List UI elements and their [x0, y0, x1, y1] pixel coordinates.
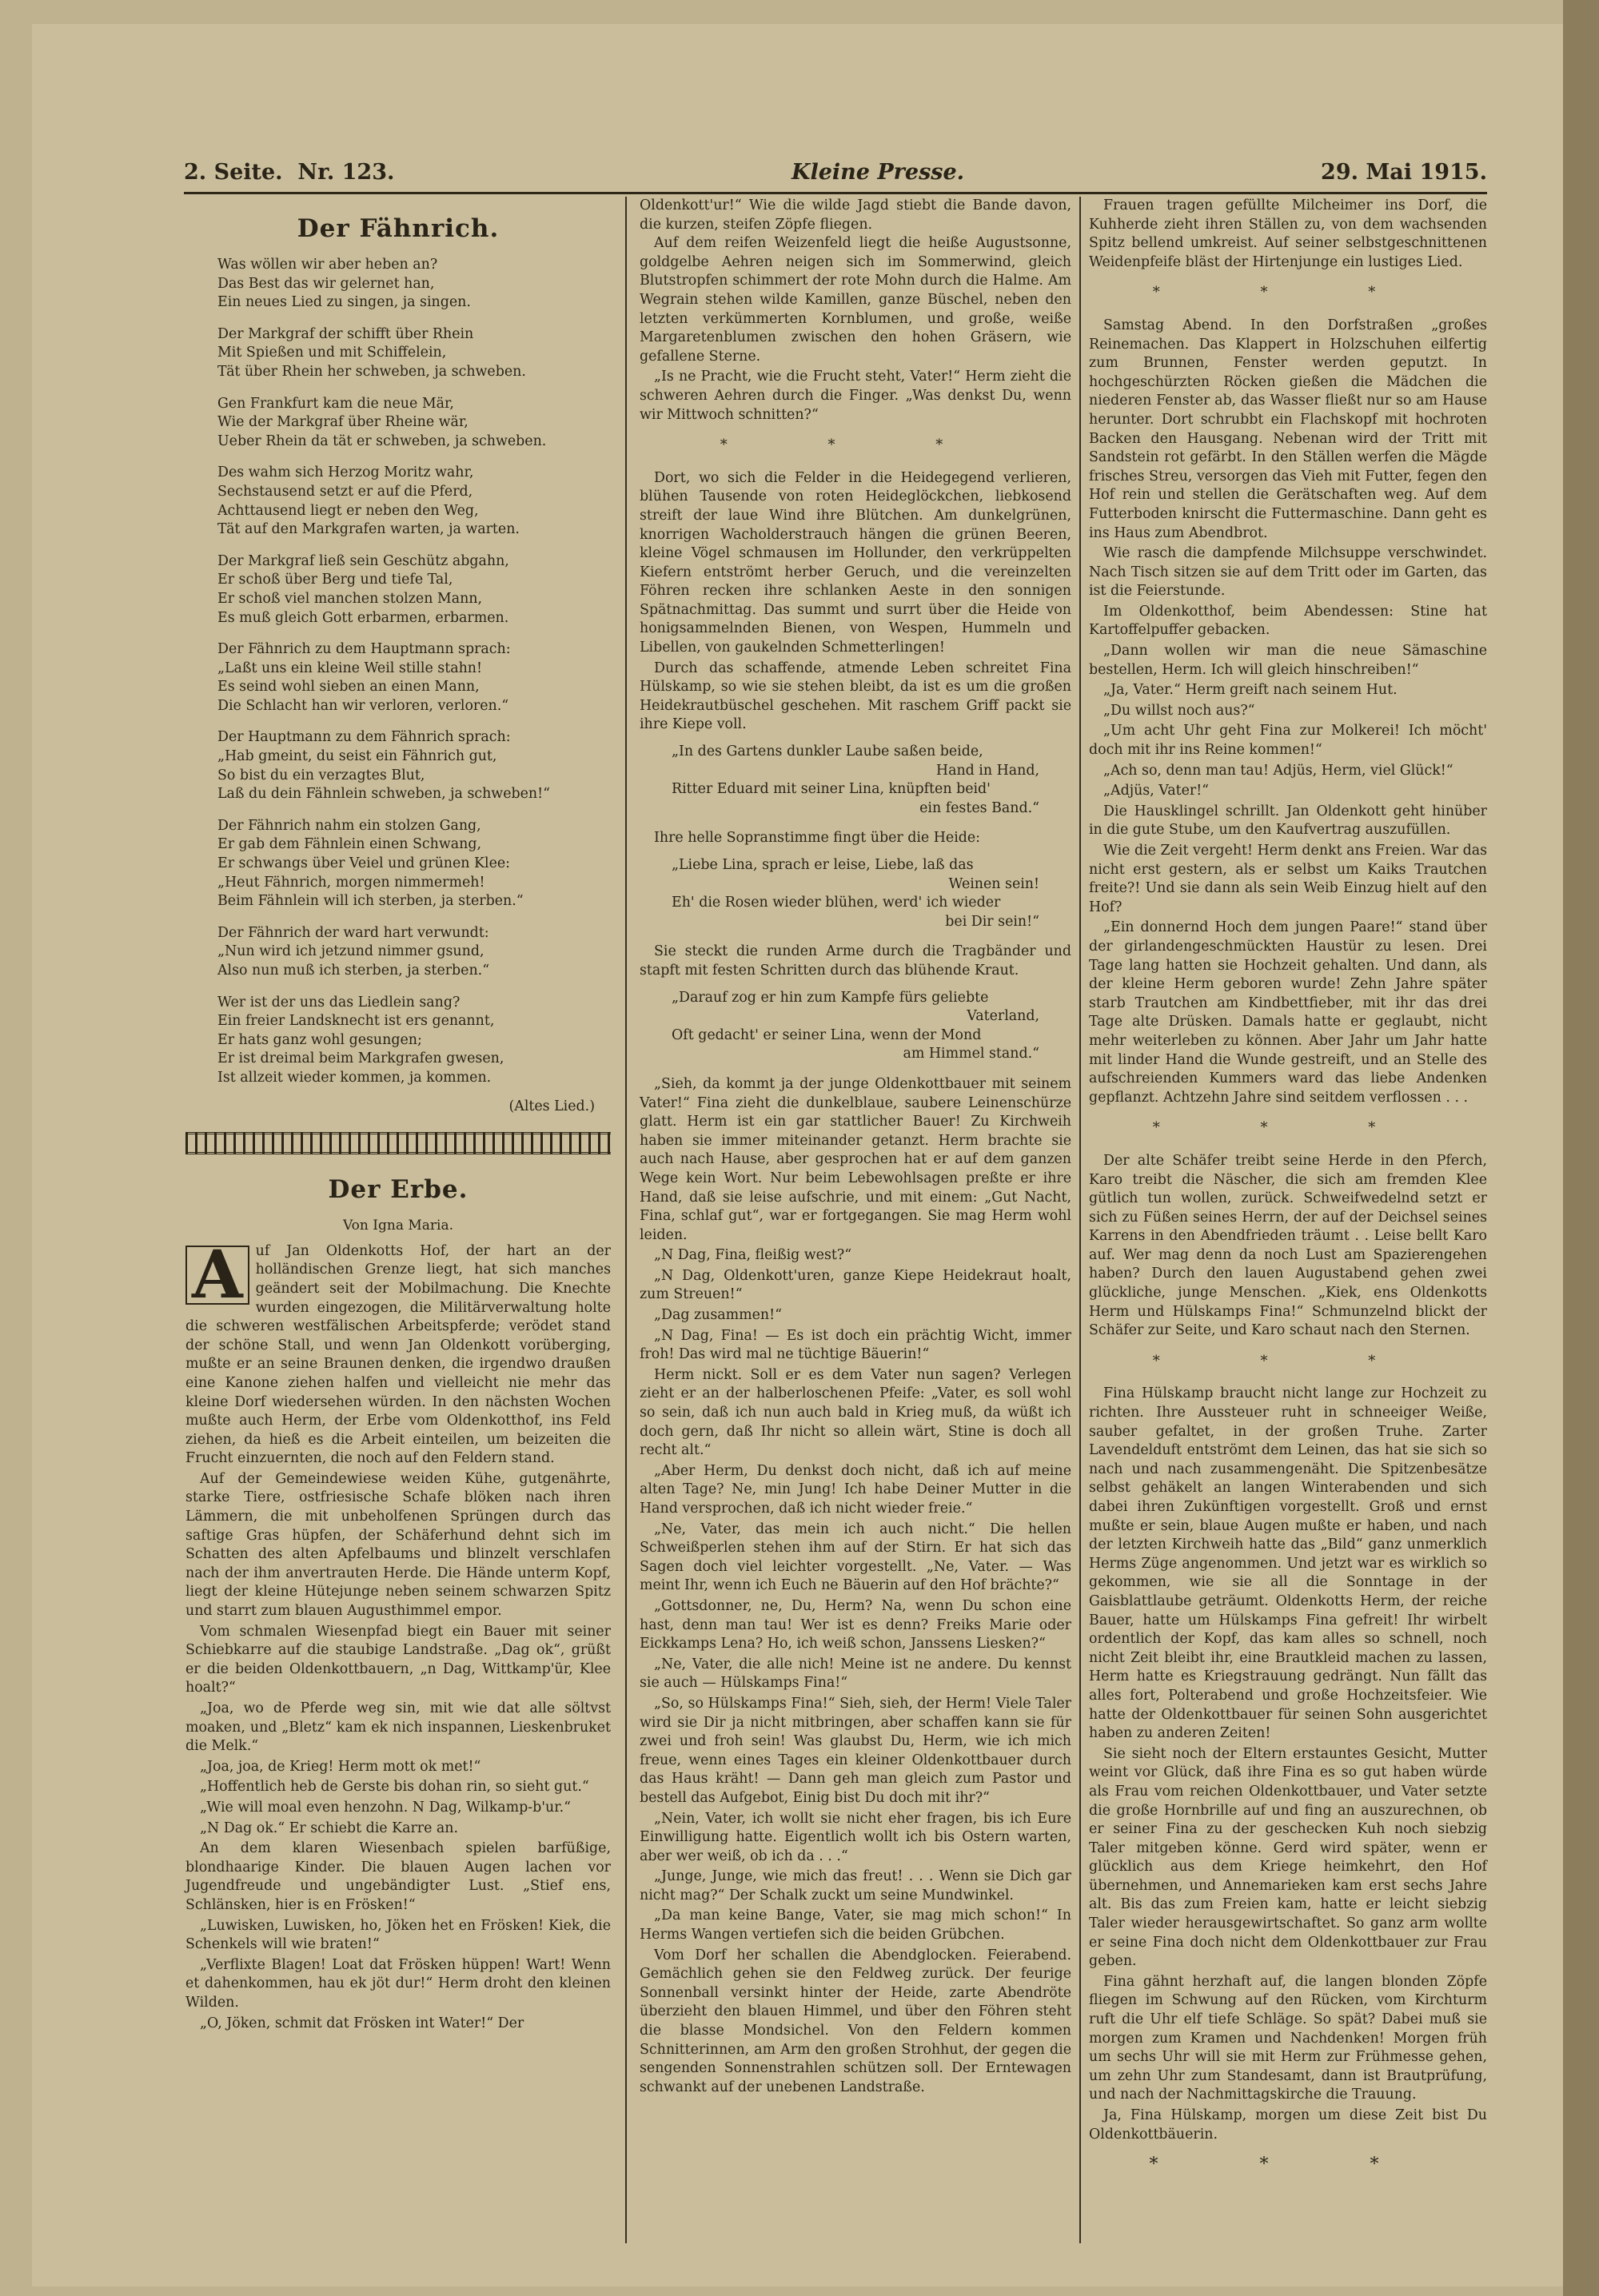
poem-line: Der Markgraf der schifft über Rhein: [217, 325, 474, 342]
story-paragraph: „Adjüs, Vater!“: [1103, 783, 1210, 799]
poem-stanza: [217, 817, 611, 911]
poem-line: Der Markgraf ließ sein Geschütz abgahn,: [217, 552, 509, 569]
story-paragraph: Auf der Gemeindewiese weiden Kühe, gutgenährte, starke Tiere, ostfriesische Schafe blöken nach ihren Lämmern, die mit unbeholfenen Sprüngen durch das saftige Gras hüpfen, der Schäferhund dehnt sich im Schatten des alten Apfelbaums und blinzelt verschlafen nach der ihm anvertrauten Herde. Die Hände unterm Kopf, liegt der kleine Hütejunge neben seinem schwarzen Spitz und starrt zum blauen Augusthimmel empor.: [185, 1470, 611, 1620]
poem-stanza: [217, 325, 611, 382]
story-paragraph: „Verflixte Blagen! Loat dat Frösken hüppen! Wart! Wenn et dahenkommen, hau ek jöt dur!“ Herm droht den kleinen Wilden.: [185, 1956, 611, 2011]
page-edge: [1563, 0, 1599, 2296]
story-paragraph: „Ein donnernd Hoch dem jungen Paare!“ stand über der girlandengeschmückten Haustür zu lesen. Drei Tage lang hatten sie Hochzeit gehalten. Und dann, als der kleine Herm geboren wurde! Zehn Jahre später starb Trautchen am Kindbettfieber, mit ihr das drei Tage alte Drüsken. Damals hatte er geglaubt, nicht mehr weiterleben zu können. Aber Jahr um Jahr hatte mit linder Hand die Wunde gestreift, und an Stelle des aufschreienden Kummers ward das liebe Andenken gepflanzt. Achtzehn Jahre sind seitdem verflossen . . .: [1089, 919, 1487, 1106]
story-paragraph: „Ne, Vater, das mein ich auch nicht.“ Die hellen Schweißperlen stehen ihm auf der Stirn. Er hat sich das Sagen doch viel leichter vorgestellt. „Ne, Vater. — Was meint Ihr, wenn ich Euch ne Bäuerin auf den Hof brächte?“: [640, 1521, 1071, 1594]
story-paragraph: „Gottsdonner, ne, Du, Herm? Na, wenn Du schon eine hast, denn man tau! Wer ist es denn? Freiks Marie oder Eickkamps Lena? Ho, ich weiß schon, Janssens Liesken?“: [640, 1597, 1071, 1652]
story-paragraph: „Ja, Vater.“ Herm greift nach seinem Hut.: [1103, 682, 1398, 699]
poem-line: Ein neues Lied zu singen, ja singen.: [217, 294, 471, 311]
story-paragraph: „N Dag, Oldenkott'uren, ganze Kiepe Heidekraut hoalt, zum Streuen!“: [640, 1267, 1071, 1303]
poem-line: Des wahm sich Herzog Moritz wahr,: [217, 464, 474, 481]
story-paragraph: „N Dag, Fina, fleißig west?“: [654, 1247, 852, 1264]
poem-title: Der Fähnrich.: [297, 214, 500, 243]
poem-line: Ueber Rhein da tät er schweben, ja schweben.: [217, 432, 547, 449]
story-paragraph: „Joa, wo de Pferde weg sin, mit wie dat alle söltvst moaken, und „Bletz“ kam ek nich inspannen, Lieskenbruket die Melk.“: [185, 1700, 611, 1755]
story-text-col1: [185, 1236, 611, 2033]
poem-stanza: [217, 256, 611, 313]
poem-line: Ist allzeit wieder kommen, ja kommen.: [217, 1069, 492, 1086]
story-paragraph: „N Dag, Fina! — Es ist doch ein prächtig Wicht, immer froh! Das wird mal ne tüchtige Bäuerin!“: [640, 1327, 1071, 1363]
story-paragraph: Die Hausklingel schrillt. Jan Oldenkott geht hinüber in die gute Stube, um den Kaufvertrag auszufüllen.: [1089, 803, 1487, 839]
issue-date: 29. Mai 1915.: [1321, 160, 1487, 185]
poem-body: [185, 256, 611, 1088]
poem-line: Mit Spießen und mit Schiffelein,: [217, 345, 447, 361]
section-separator: * * *: [720, 436, 991, 454]
poem-credit: (Altes Lied.): [508, 1098, 595, 1114]
story-paragraph: Auf dem reifen Weizenfeld liegt die heiße Augustsonne, goldgelbe Aehren neigen sich im Sommerwind, gleich Blutstropfen schimmert der rote Mohn durch die Halme. Am Wegrain stehen wilde Kamillen, ganze Büschel, neben den letzten verkümmerten Kornblumen, und große, weiße Margaretenblumen zwischen den hohen Gräsern, wie gefallene Sterne.: [640, 235, 1071, 365]
story-paragraph: „Um acht Uhr geht Fina zur Molkerei! Ich möcht' doch mit ihr ins Reine kommen!“: [1089, 723, 1487, 759]
end-separator: * * *: [1149, 2154, 1427, 2175]
story-paragraph: [185, 1236, 611, 1469]
story-paragraph: Frauen tragen gefüllte Milcheimer ins Dorf, die Kuhherde zieht ihren Ställen zu, von dem wachsenden Spitz bellend umkreist. Auf seiner selbstgeschnittenen Weidenpfeife bläst der Hirtenjunge ein lustiges Lied.: [1089, 197, 1487, 270]
poem-line: Der Hauptmann zu dem Fähnrich sprach:: [217, 729, 511, 746]
story-paragraph: „Luwisken, Luwisken, ho, Jöken het en Frösken! Kiek, die Schenkels will wie braten!“: [185, 1917, 611, 1953]
column-3: [1089, 197, 1487, 2189]
story-paragraph: „Du willst noch aus?“: [1103, 702, 1255, 719]
verse-line: Ritter Eduard mit seiner Lina, knüpften beid': [672, 781, 991, 798]
story-byline: Von Igna Maria.: [342, 1218, 454, 1234]
story-paragraph: „Junge, Junge, wie mich das freut! . . . Wenn sie Dich gar nicht mag?“ Der Schalk zuckt um seine Mundwinkel.: [640, 1868, 1071, 1903]
story-paragraph: Der alte Schäfer treibt seine Herde in den Pferch, Karo treibt die Näscher, die sich am fremden Klee gütlich tun wollen, zurück. Schweifwedelnd setzt er sich zu Füßen seines Herrn, der auf der Deichsel seines Karrens in den Abendfrieden träumt . . Leise bellt Karo auf. Wer mag denn da noch Lust am Spazierengehen haben? Durch den lauen Augustabend gehen zwei glückliche, junge Menschen. „Kiek, ens Oldenkotts Herm und Hülskamps Fina!“ Schmunzelnd blickt der Schäfer zur Seite, und Karo schaut nach den Sternen.: [1089, 1152, 1487, 1339]
poem-line: „Hab gmeint, du seist ein Fähnrich gut,: [217, 748, 497, 765]
poem-line: Achttausend liegt er neben den Weg,: [217, 502, 479, 519]
story-text: [1089, 1152, 1487, 1341]
section-separator: * * *: [1152, 1352, 1424, 1369]
poem-line: Tät über Rhein her schweben, ja schweben.: [217, 363, 526, 380]
poem-line: Er schwangs über Veiel und grünen Klee:: [217, 855, 511, 872]
verse-line: „Liebe Lina, sprach er leise, Liebe, laß das: [672, 857, 974, 873]
story-paragraph: Fina Hülskamp braucht nicht lange zur Hochzeit zu richten. Ihre Aussteuer ruht in schneeiger Weiße, sauber gefaltet, in der großen Truhe. Zarter Lavendelduft entströmt dem Leinen, das hat sie sich so nach und nach zusammengenäht. Die Spitzenbesätze selbst gehäkelt an langen Winterabenden und sich dabei ihren Zukünftigen vorgestellt. Groß und ernst mußte er sein, blaue Augen mußte er haben, und nach der letzten Kirchweih hatte das „Bild“ ganz unmerklich Herms Züge angenommen. Und jetzt war es wirklich so gekommen, wie sie all die Sonntage in der Gaisblattlaube geträumt. Oldenkotts Herm, der reiche Bauer, hatte um Hülskamps Fina gefreit! Ihr wirbelt ordentlich der Kopf, das kam alles so schnell, noch nicht Zeit bleibt ihr, eine Brautkleid machen zu lassen, Herm hatte es Kriegstrauung gedrängt. Nun fällt das alles fort, Polterabend und große Hochzeitsfeier. Wie hatte der Oldenkottbauer für seinen Sohn ausgerichtet haben zu anderen Zeiten!: [1089, 1385, 1487, 1742]
story-paragraph: Im Oldenkotthof, beim Abendessen: Stine hat Kartoffelpuffer gebacken.: [1089, 603, 1487, 639]
verse-line: Vaterland,: [967, 1008, 1039, 1025]
story-text: [1089, 317, 1487, 1107]
newspaper-name: Kleine Presse.: [792, 160, 965, 185]
poem-line: Also nun muß ich sterben, ja sterben.“: [217, 963, 490, 979]
poem-line: Der Fähnrich der ward hart verwundt:: [217, 924, 489, 941]
poem-line: Er hats ganz wohl gesungen;: [217, 1031, 422, 1048]
column-divider: [625, 197, 627, 2243]
poem-line: Was wöllen wir aber heben an?: [217, 257, 438, 273]
poem-line: Der Fähnrich zu dem Hauptmann sprach:: [217, 641, 511, 658]
story-paragraph: Dort, wo sich die Felder in die Heidegegend verlieren, blühen Tausende von roten Heideglöckchen, liebkosend streift der laue Wind ihre Blütchen. Am dunkelgrünen, knorrigen Wacholderstrauch hängen die grünen Beeren, kleine Vögel schmausen im Hollunder, den verkrüppelten Kiefern entströmt herber Geruch, und die vereinzelten Föhren recken ihre schlanken Aeste in den sonnigen Spätnachmittag. Das summt und surrt über die Heide von honigsammelnden Bienen, von Wespen, Hummeln und Libellen, von gaukelnden Schmetterlingen!: [640, 469, 1071, 656]
poem-line: So bist du ein verzagtes Blut,: [217, 767, 425, 783]
column-divider: [1079, 197, 1081, 2243]
story-paragraph: Herm nickt. Soll er es dem Vater nun sagen? Verlegen zieht er an der halberloschenen Pfeife: „Vater, es soll wohl so sein, daß ich nun auch bald in Krieg muß, da wüßt ich doch gern, daß Ihr nicht so allein wärt, Stine is doch all recht alt.“: [640, 1366, 1071, 1459]
story-paragraph: Sie sieht noch der Eltern erstauntes Gesicht, Mutter weint vor Glück, daß ihre Fina es so gut haben würde als Frau vom reichen Oldenkottbauer, und Vater setzte die große Hornbrille auf und fing an auszurechnen, ob er seiner Fina zu der geschecken Kuh noch siebzig Taler mitgeben könne. Gerd wird später, wenn er glücklich aus dem Kriege heimkehrt, den Hof übernehmen, und Annemarieken kam erst sechs Jahre alt. Bis das zum Freien kam, hatte er leicht siebzig Taler wieder herausgewirtschaftet. So ganz arm wollte er seine Fina doch nicht dem Oldenkottbauer zur Frau geben.: [1089, 1745, 1487, 1970]
poem-line: Gen Frankfurt kam die neue Mär,: [217, 395, 454, 412]
poem-line: „Laßt uns ein kleine Weil stille stahn!: [217, 660, 482, 676]
poem-line: Er gab dem Fähnlein einen Schwang,: [217, 836, 481, 853]
verse-line: bei Dir sein!“: [945, 913, 1039, 930]
poem-line: Er ist dreimal beim Markgrafen gwesen,: [217, 1050, 504, 1067]
page-number-issue: 2. Seite. Nr. 123.: [184, 160, 395, 185]
story-paragraph: „So, so Hülskamps Fina!“ Sieh, sieh, der Herm! Viele Taler wird sie Dir ja nicht mitbringen, aber schaffen kann sie für zwei und froh sein! Was glaubst Du, Herm, wie ich mich freue, wenn eines Tages ein kleiner Oldenkottbauer durch das Haus kräht! — Dann geh man gleich zum Pastor und bestell das Aufgebot, Einig bist Du doch mit ihr?“: [640, 1695, 1071, 1806]
poem-stanza: [217, 464, 611, 539]
story-paragraph: „O, Jöken, schmit dat Frösken int Water!“ Der: [200, 2015, 524, 2031]
poem-stanza: [217, 552, 611, 628]
poem-line: „Heut Fähnrich, morgen nimmermeh!: [217, 874, 485, 891]
story-text: [1089, 1385, 1487, 2144]
verse-line: Eh' die Rosen wieder blühen, werd' ich wieder: [672, 895, 1001, 911]
verse-line: Weinen sein!: [948, 875, 1039, 892]
story-text: [640, 469, 1071, 735]
story-paragraph: Wie die Zeit vergeht! Herm denkt ans Freien. War das nicht erst gestern, als er selbst um Kaiks Trautchen freite?! Und sie dann als sein Weib Einzug hielt auf den Hof?: [1089, 843, 1487, 915]
verse-line: am Himmel stand.“: [903, 1046, 1039, 1062]
story-text: Sie steckt die runden Arme durch die Tragbänder und stapft mit festen Schritten durch das blühende Kraut.: [640, 943, 1071, 979]
story-paragraph: Ja, Fina Hülskamp, morgen um diese Zeit bist Du Oldenkottbäuerin.: [1089, 2107, 1487, 2143]
story-paragraph: Durch das schaffende, atmende Leben schreitet Fina Hülskamp, so wie sie stehen bleibt, da ist es um die großen Heidekrautbüschel geschehen. Mit raschem Griff packt sie ihre Kiepe voll.: [640, 660, 1071, 733]
story-text: Oldenkott'ur!“ Wie die wilde Jagd stiebt die Bande davon, die kurzen, steifen Zöpfe fliegen.: [640, 197, 1071, 233]
ornamental-divider: [185, 1132, 611, 1154]
story-paragraph: „Is ne Pracht, wie die Frucht steht, Vater!“ Herm zieht die schweren Aehren durch die Finger. „Was denkst Du, wenn wir Mittwoch schnitten?“: [640, 369, 1071, 423]
story-title: Der Erbe.: [328, 1175, 469, 1205]
story-text: [640, 1075, 1071, 2097]
column-1: [185, 197, 611, 2035]
verse-line: „In des Gartens dunkler Laube saßen beide,: [672, 743, 983, 760]
verse-line: „Darauf zog er hin zum Kampfe fürs geliebte: [672, 989, 989, 1006]
story-paragraph: „Da man keine Bange, Vater, sie mag mich schon!“ In Herms Wangen vertiefen sich die beiden Grübchen.: [640, 1907, 1071, 1943]
section-separator: * * *: [1152, 284, 1424, 301]
story-text: [1089, 197, 1487, 272]
story-paragraph: Wie rasch die dampfende Milchsuppe verschwindet. Nach Tisch sitzen sie auf dem Tritt oder im Garten, das ist die Feierstunde.: [1089, 545, 1487, 600]
poem-stanza: [217, 924, 611, 981]
poem-line: Die Schlacht han wir verloren, verloren.“: [217, 697, 509, 714]
story-paragraph: „Sieh, da kommt ja der junge Oldenkottbauer mit seinem Vater!“ Fina zieht die dunkelblaue, saubere Leinenschürze glatt. Herm ist ein gar stattlicher Bauer! Zu Kirchweih haben sie immer miteinander getanzt. Herm brachte sie auch nach Hause, aber gesprochen hat er auf dem ganzen Wege kein Wort. Nur beim Lebewohlsagen preßte er ihre Hand, daß sie leise aufschrie, und mit einem: „Gut Nacht, Fina, schlaf gut“, war er fortgegangen. Sie mag Herm wohl leiden.: [640, 1075, 1071, 1243]
poem-line: Er schoß viel manchen stolzen Mann,: [217, 590, 483, 607]
story-paragraph: „Joa, joa, de Krieg! Herm mott ok met!“: [200, 1758, 481, 1775]
verse-line: ein festes Band.“: [919, 799, 1039, 816]
story-paragraph: Fina gähnt herzhaft auf, die langen blonden Zöpfe fliegen im Schwung auf den Rücken, vom Kirchturm ruft die Uhr elf tiefe Schläge. So spät? Dabei muß sie morgen zum Kramen und Nachdenken! Morgen früh um sechs Uhr will sie mit Herm zur Frühmesse gehen, um zehn Uhr zum Standesamt, dann ist Brautprüfung, und nach der Nachmittagskirche die Trauung.: [1089, 1973, 1487, 2103]
poem-line: Wie der Markgraf über Rheine wär,: [217, 414, 469, 431]
story-paragraph: Samstag Abend. In den Dorfstraßen „großes Reinemachen. Das Klappert in Holzschuhen eilfertig zum Brunnen, Fenster werden geputzt. In hochgeschürzten Röcken gießen die Mädchen die niederen Fenster ab, das Wasser fließt nur so am Hause herunter. Dort schrubbt ein Flachskopf mit hochroten Backen den Hausgang. Nebenan wird der Tritt mit Sandstein rot gefärbt. In den Ställen werfen die Mägde frisches Streu, versorgen das Vieh mit Futter, fegen den Hof rein und stellen die Gerätschaften weg. Auf dem Futterboden knirscht die Futtermaschine. Dann geht es ins Haus zum Abendbrot.: [1089, 317, 1487, 541]
poem-stanza: [217, 640, 611, 716]
verse-line: Hand in Hand,: [935, 762, 1039, 779]
poem-line: Ein freier Landsknecht ist ers genannt,: [217, 1013, 495, 1030]
poem-line: Der Fähnrich nahm ein stolzen Gang,: [217, 817, 481, 834]
column-2: [640, 197, 1071, 2099]
poem-stanza: [217, 994, 611, 1088]
story-paragraph: „Hoffentlich heb de Gerste bis dohan rin, so sieht gut.“: [200, 1779, 589, 1796]
poem-line: Wer ist der uns das Liedlein sang?: [217, 994, 461, 1010]
story-paragraph: „N Dag ok.“ Er schiebt die Karre an.: [200, 1820, 459, 1836]
poem-line: Tät auf den Markgrafen warten, ja warten.: [217, 521, 520, 538]
poem-line: „Nun wird ich jetzund nimmer gsund,: [217, 943, 484, 960]
story-paragraph: „Dag zusammen!“: [654, 1307, 782, 1324]
poem-line: Das Best das wir gelernet han,: [217, 275, 435, 292]
poem-line: Laß du dein Fähnlein schweben, ja schweben!“: [217, 786, 550, 803]
drop-cap: A: [185, 1246, 249, 1305]
poem-line: Es muß gleich Gott erbarmen, erbarmen.: [217, 609, 509, 626]
poem-stanza: [217, 395, 611, 452]
story-paragraph: „Ach so, denn man tau! Adjüs, Herm, viel Glück!“: [1103, 762, 1453, 779]
story-paragraph: An dem klaren Wiesenbach spielen barfüßige, blondhaarige Kinder. Die blauen Augen lachen vor Jugendfreude und ungebändigter Lust. „Stief ens, Schlänsken, hier is en Frösken!“: [185, 1840, 611, 1913]
story-paragraph: „Wie will moal even henzohn. N Dag, Wilkamp-b'ur.“: [200, 1799, 572, 1816]
story-paragraph: Vom Dorf her schallen die Abendglocken. Feierabend. Gemächlich gehen sie den Feldweg zurück. Der feurige Sonnenball versinkt hinter der Heide, zarte Abendröte überzieht den blauen Himmel, und über den Föhren steht die blasse Mondsichel. Von den Feldern kommen Schnitterinnen, am Arm den großen Strohhut, der gegen die sengenden Sonnenstrahlen schützen soll. Der Erntewagen schwankt auf der unebenen Landstraße.: [640, 1947, 1071, 2095]
section-separator: * * *: [1152, 1119, 1424, 1137]
song-verse: [672, 743, 1071, 818]
page-header: [184, 160, 1487, 189]
verse-line: Oft gedacht' er seiner Lina, wenn der Mond: [672, 1026, 982, 1043]
story-paragraph: „Nein, Vater, ich wollt sie nicht eher fragen, bis ich Eure Einwilligung hatte. Eigentlich wollt ich bis Ostern warten, aber wer weiß, ob ich da . . .“: [640, 1810, 1071, 1864]
story-paragraph: „Aber Herm, Du denkst doch nicht, daß ich auf meine alten Tage? Ne, min Jung! Ich habe Deiner Mutter in die Hand versprochen, daß ich nicht wieder freie.“: [640, 1462, 1071, 1517]
story-paragraph: „Ne, Vater, die alle nich! Meine ist ne andere. Du kennst sie auch — Hülskamps Fina!“: [640, 1656, 1071, 1692]
poem-line: Es seind wohl sieben an einen Mann,: [217, 679, 480, 696]
header-rule: [184, 192, 1487, 194]
story-paragraph-text: uf Jan Oldenkotts Hof, der hart an der holländischen Grenze liegt, hat sich manches geändert seit der Mobilmachung. Die Knechte wurden eingezogen, die Militärverwaltung holte die schweren westfälischen Arbeitspferde; verödet stand der schöne Stall, und wenn Jan Oldenkott vorüberging, mußte er an seine Braunen denken, die irgendwo draußen eine Kanone ziehen halfen und vielleicht nie mehr das kleine Dorf wiedersehen würden. In den nächsten Wochen mußte auch Herm, der Erbe vom Oldenkotthof, ins Feld ziehen, da hieß es die Arbeit einteilen, um beizeiten die Frucht einzuernten, die noch auf den Feldern stand.: [185, 1242, 611, 1467]
song-verse: [672, 856, 1071, 931]
story-text: [640, 234, 1071, 425]
story-paragraph: Vom schmalen Wiesenpfad biegt ein Bauer mit seiner Schiebkarre auf die staubige Landstraße. „Dag ok“, grüßt er die beiden Oldenkottbauern, „n Dag, Wittkamp'ür, Klee hoalt?“: [185, 1623, 611, 1696]
poem-stanza: [217, 728, 611, 803]
song-verse: [672, 989, 1071, 1064]
story-paragraph: „Dann wollen wir man die neue Sämaschine bestellen, Herm. Ich will gleich hinschreiben!“: [1089, 643, 1487, 678]
poem-line: Beim Fähnlein will ich sterben, ja sterben.“: [217, 893, 524, 910]
poem-line: Sechstausend setzt er auf die Pferd,: [217, 483, 473, 500]
poem-line: Er schoß über Berg und tiefe Tal,: [217, 572, 453, 588]
story-text: Ihre helle Sopranstimme fingt über die Heide:: [654, 830, 981, 847]
